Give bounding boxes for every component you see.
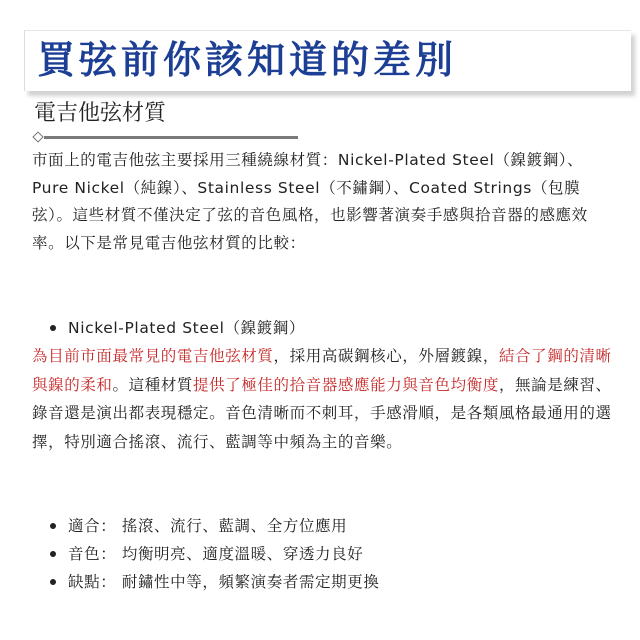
detail-part: 。這種材質 bbox=[112, 375, 194, 394]
spec-item-drawback bbox=[48, 568, 618, 596]
section-title: 電吉他弦材質 bbox=[34, 101, 167, 126]
material-name: Nickel-Plated Steel（鎳鍍鋼） bbox=[68, 319, 306, 337]
spec-item-suitable bbox=[48, 512, 618, 540]
spec-value: 均衡明亮、適度溫暖、穿透力良好 bbox=[121, 545, 364, 563]
detail-part: 提供了極佳的拾音器感應能力與音色均衡度 bbox=[193, 375, 499, 394]
divider-line bbox=[44, 136, 298, 139]
bullet-icon bbox=[50, 579, 56, 585]
material-list bbox=[48, 314, 618, 342]
banner-title: 買弦前你該知道的差別 bbox=[37, 38, 458, 82]
spec-value: 耐鏽性中等，頻繁演奏者需定期更換 bbox=[121, 573, 380, 591]
material-item bbox=[48, 314, 618, 342]
bullet-icon bbox=[50, 325, 56, 331]
spec-list bbox=[48, 512, 618, 596]
spec-label: 音色： bbox=[68, 545, 117, 563]
spec-value: 搖滾、流行、藍調、全方位應用 bbox=[121, 517, 348, 535]
material-detail bbox=[32, 342, 614, 456]
spec-item-tone bbox=[48, 540, 618, 568]
bullet-icon bbox=[50, 551, 56, 557]
diamond-icon bbox=[32, 131, 43, 142]
bullet-icon bbox=[50, 523, 56, 529]
spec-label: 適合： bbox=[68, 517, 117, 535]
detail-part: ，採用高碳鋼核心，外層鍍鎳， bbox=[273, 347, 499, 365]
detail-part: 為目前市面最常見的電吉他弦材質 bbox=[32, 347, 274, 365]
spec-label: 缺點： bbox=[68, 573, 117, 591]
title-banner bbox=[24, 30, 631, 91]
section-divider bbox=[34, 132, 298, 142]
intro-paragraph: 市面上的電吉他弦主要採用三種繞線材質：Nickel-Plated Steel（鎳鍍鋼）、Pure Nickel（純鎳）、Stainless Steel（不鏽鋼）、Coated Strings（包膜弦）。這些材質不僅決定了弦的音色風格，也影響著演奏手感與拾音器的感應效率。以下是常見電吉他弦材質的比較： bbox=[32, 151, 588, 252]
detail-part: 結合了鋼的清晰與鎳的柔和 bbox=[32, 347, 612, 394]
detail-part: ，無論是練習、錄音還是演出都表現穩定。音色清晰而不刺耳，手感滑順，是各類風格最通用的選擇，特別適合搖滾、流行、藍調等中頻為主的音樂。 bbox=[32, 375, 612, 451]
